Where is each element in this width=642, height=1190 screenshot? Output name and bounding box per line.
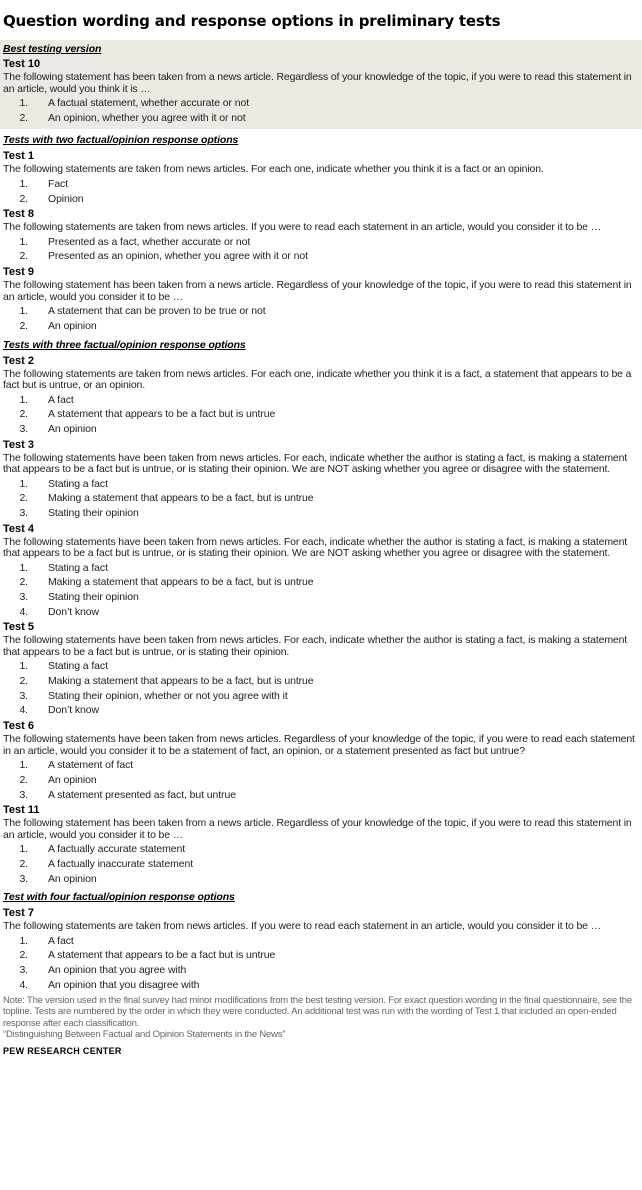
response-options <box>3 934 639 993</box>
section <box>0 338 642 887</box>
option-number: 2. <box>19 492 28 505</box>
section <box>0 133 642 333</box>
option-text: Making a statement that appears to be a fact, but is untrue <box>48 576 314 589</box>
option-text: A factually inaccurate statement <box>48 857 194 870</box>
option-text: Making a statement that appears to be a fact, but is untrue <box>48 492 314 505</box>
option-text: A statement that appears to be a fact but is untrue <box>48 949 276 962</box>
option-text: An opinion <box>48 319 97 332</box>
option-number: 2. <box>19 408 28 421</box>
response-option <box>3 319 639 334</box>
option-text: A statement presented as fact, but untrue <box>48 788 236 801</box>
option-number: 1. <box>19 97 28 109</box>
response-option <box>3 422 639 437</box>
response-option <box>3 477 639 492</box>
option-number: 1. <box>19 477 28 490</box>
test-title: Test 10 <box>3 58 41 70</box>
response-options <box>3 177 639 206</box>
option-number: 2. <box>19 857 28 870</box>
option-number: 2. <box>19 319 28 332</box>
question-text: The following statement has been taken from a news article. Regardless of your knowledge of the topic, if you were to read this statement in an article, would you think it is … <box>3 71 632 95</box>
source-line: “Distinguishing Between Factual and Opinion Statements in the News” <box>3 1029 286 1040</box>
response-options <box>3 561 639 620</box>
response-option <box>3 407 639 422</box>
option-text: Stating their opinion <box>48 591 139 603</box>
response-options <box>3 96 639 125</box>
option-number: 1. <box>19 177 28 190</box>
option-number: 2. <box>19 576 28 589</box>
test-title: Test 1 <box>3 150 34 163</box>
option-number: 3. <box>19 422 28 435</box>
question-text: The following statements are taken from news articles. For each one, indicate whether you think it is a fact, a statement that appears to be a fact but is untrue, or an opinion. <box>3 367 632 391</box>
response-options <box>3 304 639 333</box>
option-number: 3. <box>19 788 28 801</box>
response-options <box>3 842 639 886</box>
option-number: 1. <box>19 561 28 574</box>
section-best-testing <box>0 40 642 129</box>
option-number: 2. <box>19 675 28 688</box>
section <box>0 890 642 992</box>
option-text: A fact <box>48 393 74 406</box>
option-text: A statement that appears to be a fact but is untrue <box>48 408 276 421</box>
option-number: 1. <box>19 660 28 673</box>
response-option <box>3 934 639 949</box>
response-option <box>3 842 639 857</box>
response-option <box>3 575 639 590</box>
response-option <box>3 304 639 319</box>
option-number: 2. <box>19 192 28 205</box>
option-text: Stating a fact <box>48 561 108 574</box>
option-number: 3. <box>19 591 28 603</box>
option-number: 1. <box>19 393 28 406</box>
option-text: An opinion, whether you agree with it or not <box>48 111 246 124</box>
section-heading: Test with four factual/opinion response options <box>3 891 235 904</box>
option-text: An opinion <box>48 773 97 786</box>
response-option <box>3 235 639 250</box>
question-text: The following statements are taken from news articles. If you were to read each statement in an article, would you consider it to be … <box>3 221 601 234</box>
option-number: 2. <box>19 111 28 124</box>
option-number: 3. <box>19 872 28 885</box>
option-text: Opinion <box>48 192 84 205</box>
option-text: A fact <box>48 934 74 947</box>
response-option <box>3 674 639 689</box>
option-text: A statement of fact <box>48 759 134 772</box>
option-text: Stating a fact <box>48 477 108 490</box>
response-option <box>3 963 639 978</box>
response-option <box>3 872 639 887</box>
option-text: Stating their opinion, whether or not you agree with it <box>48 689 288 702</box>
response-option <box>3 96 639 111</box>
option-number: 3. <box>19 506 28 519</box>
sections-container <box>0 40 642 993</box>
response-option <box>3 192 639 207</box>
response-option <box>3 561 639 576</box>
test-title: Test 3 <box>3 438 34 451</box>
question-text: The following statements have been taken from news articles. Regardless of your knowledge of the topic, if you were to read each statement in an article, would you consider it to be a statement of fact, an opinion, or a statement presented as fact but untrue? <box>3 733 635 757</box>
option-number: 4. <box>19 605 28 618</box>
response-option <box>3 758 639 773</box>
option-number: 4. <box>19 978 28 991</box>
option-number: 1. <box>19 759 28 772</box>
response-option <box>3 978 639 993</box>
response-option <box>3 249 639 264</box>
option-text: A statement that can be proven to be true or not <box>48 305 266 318</box>
response-option <box>3 659 639 674</box>
response-option <box>3 703 639 718</box>
section-heading: Tests with three factual/opinion response options <box>3 338 246 351</box>
option-number: 3. <box>19 689 28 702</box>
option-number: 1. <box>19 235 28 248</box>
option-number: 2. <box>19 949 28 962</box>
option-text: An opinion <box>48 872 97 885</box>
option-number: 3. <box>19 964 28 977</box>
option-text: An opinion that you agree with <box>48 964 187 977</box>
response-options <box>3 477 639 521</box>
option-text: A factual statement, whether accurate or not <box>48 97 250 109</box>
section-heading: Tests with two factual/opinion response options <box>3 134 239 147</box>
question-text: The following statement has been taken from a news article. Regardless of your knowledge of the topic, if you were to read this statement in an article, would you consider it to be … <box>3 817 632 841</box>
test-title: Test 6 <box>3 720 34 733</box>
response-option <box>3 857 639 872</box>
response-option <box>3 177 639 192</box>
option-text: Presented as an opinion, whether you agree with it or not <box>48 250 308 263</box>
test-title: Test 4 <box>3 522 34 535</box>
option-text: Fact <box>48 177 69 190</box>
test-title: Test 7 <box>3 907 34 920</box>
test-title: Test 2 <box>3 354 34 367</box>
response-option <box>3 590 639 605</box>
option-number: 1. <box>19 305 28 318</box>
option-text: A factually accurate statement <box>48 843 186 856</box>
option-text: Stating their opinion <box>48 506 139 519</box>
question-text: The following statements have been taken from news articles. For each, indicate whether the author is stating a fact, is making a statement that appears to be a fact but is untrue, or is stating their opinion. We are NOT asking whether you agree or disagree with the statement. <box>3 535 628 560</box>
question-text: The following statement has been taken from a news article. Regardless of your knowledge of the topic, if you were to read this statement in an article, would you consider it to be … <box>3 279 632 303</box>
option-text: An opinion <box>48 422 97 435</box>
test-title: Test 8 <box>3 208 34 221</box>
test-title: Test 5 <box>3 621 34 634</box>
option-number: 4. <box>19 704 28 717</box>
response-options <box>3 393 639 437</box>
option-text: An opinion that you disagree with <box>48 978 200 991</box>
option-text: Don’t know <box>48 704 99 717</box>
option-number: 2. <box>19 250 28 263</box>
option-number: 1. <box>19 843 28 856</box>
response-option <box>3 491 639 506</box>
response-options <box>3 758 639 802</box>
footnote: Note: The version used in the final survey had minor modifications from the best testing version. For exact question wording in the final questionnaire, see the topline. Tests are numbered by the order in which they were conducted. An additional test was run with the wording of Test 1 that included an open-ended response after each classification. <box>3 994 632 1029</box>
response-option <box>3 111 639 126</box>
response-options <box>3 659 639 718</box>
response-option <box>3 773 639 788</box>
organization-credit: PEW RESEARCH CENTER <box>3 1045 122 1056</box>
question-text: The following statements have been taken from news articles. For each, indicate whether the author is stating a fact, is making a statement that appears to be a fact but is untrue, or is stating their opinion. We are NOT asking whether you agree or disagree with the statement. <box>3 451 628 476</box>
response-option <box>3 506 639 521</box>
response-option <box>3 788 639 803</box>
test-title: Test 9 <box>3 266 34 279</box>
response-option <box>3 689 639 704</box>
response-option <box>3 948 639 963</box>
option-number: 2. <box>19 773 28 786</box>
question-text: The following statements are taken from news articles. If you were to read each statement in an article, would you consider it to be … <box>3 920 601 933</box>
test-title: Test 11 <box>3 804 40 817</box>
page-title: Question wording and response options in preliminary tests <box>3 12 501 30</box>
option-text: Don’t know <box>48 605 99 618</box>
question-text: The following statements have been taken from news articles. For each, indicate whether the author is stating a fact, is making a statement that appears to be a fact but is untrue, or is stating their opinion. <box>3 634 628 658</box>
section-heading: Best testing version <box>3 43 102 55</box>
option-number: 1. <box>19 934 28 947</box>
option-text: Making a statement that appears to be a fact, but is untrue <box>48 675 314 688</box>
question-text: The following statements are taken from news articles. For each one, indicate whether you think it is a fact or an opinion. <box>3 163 544 176</box>
option-text: Presented as a fact, whether accurate or not <box>48 235 251 248</box>
response-options <box>3 235 639 264</box>
response-option <box>3 605 639 620</box>
option-text: Stating a fact <box>48 660 108 673</box>
response-option <box>3 393 639 408</box>
